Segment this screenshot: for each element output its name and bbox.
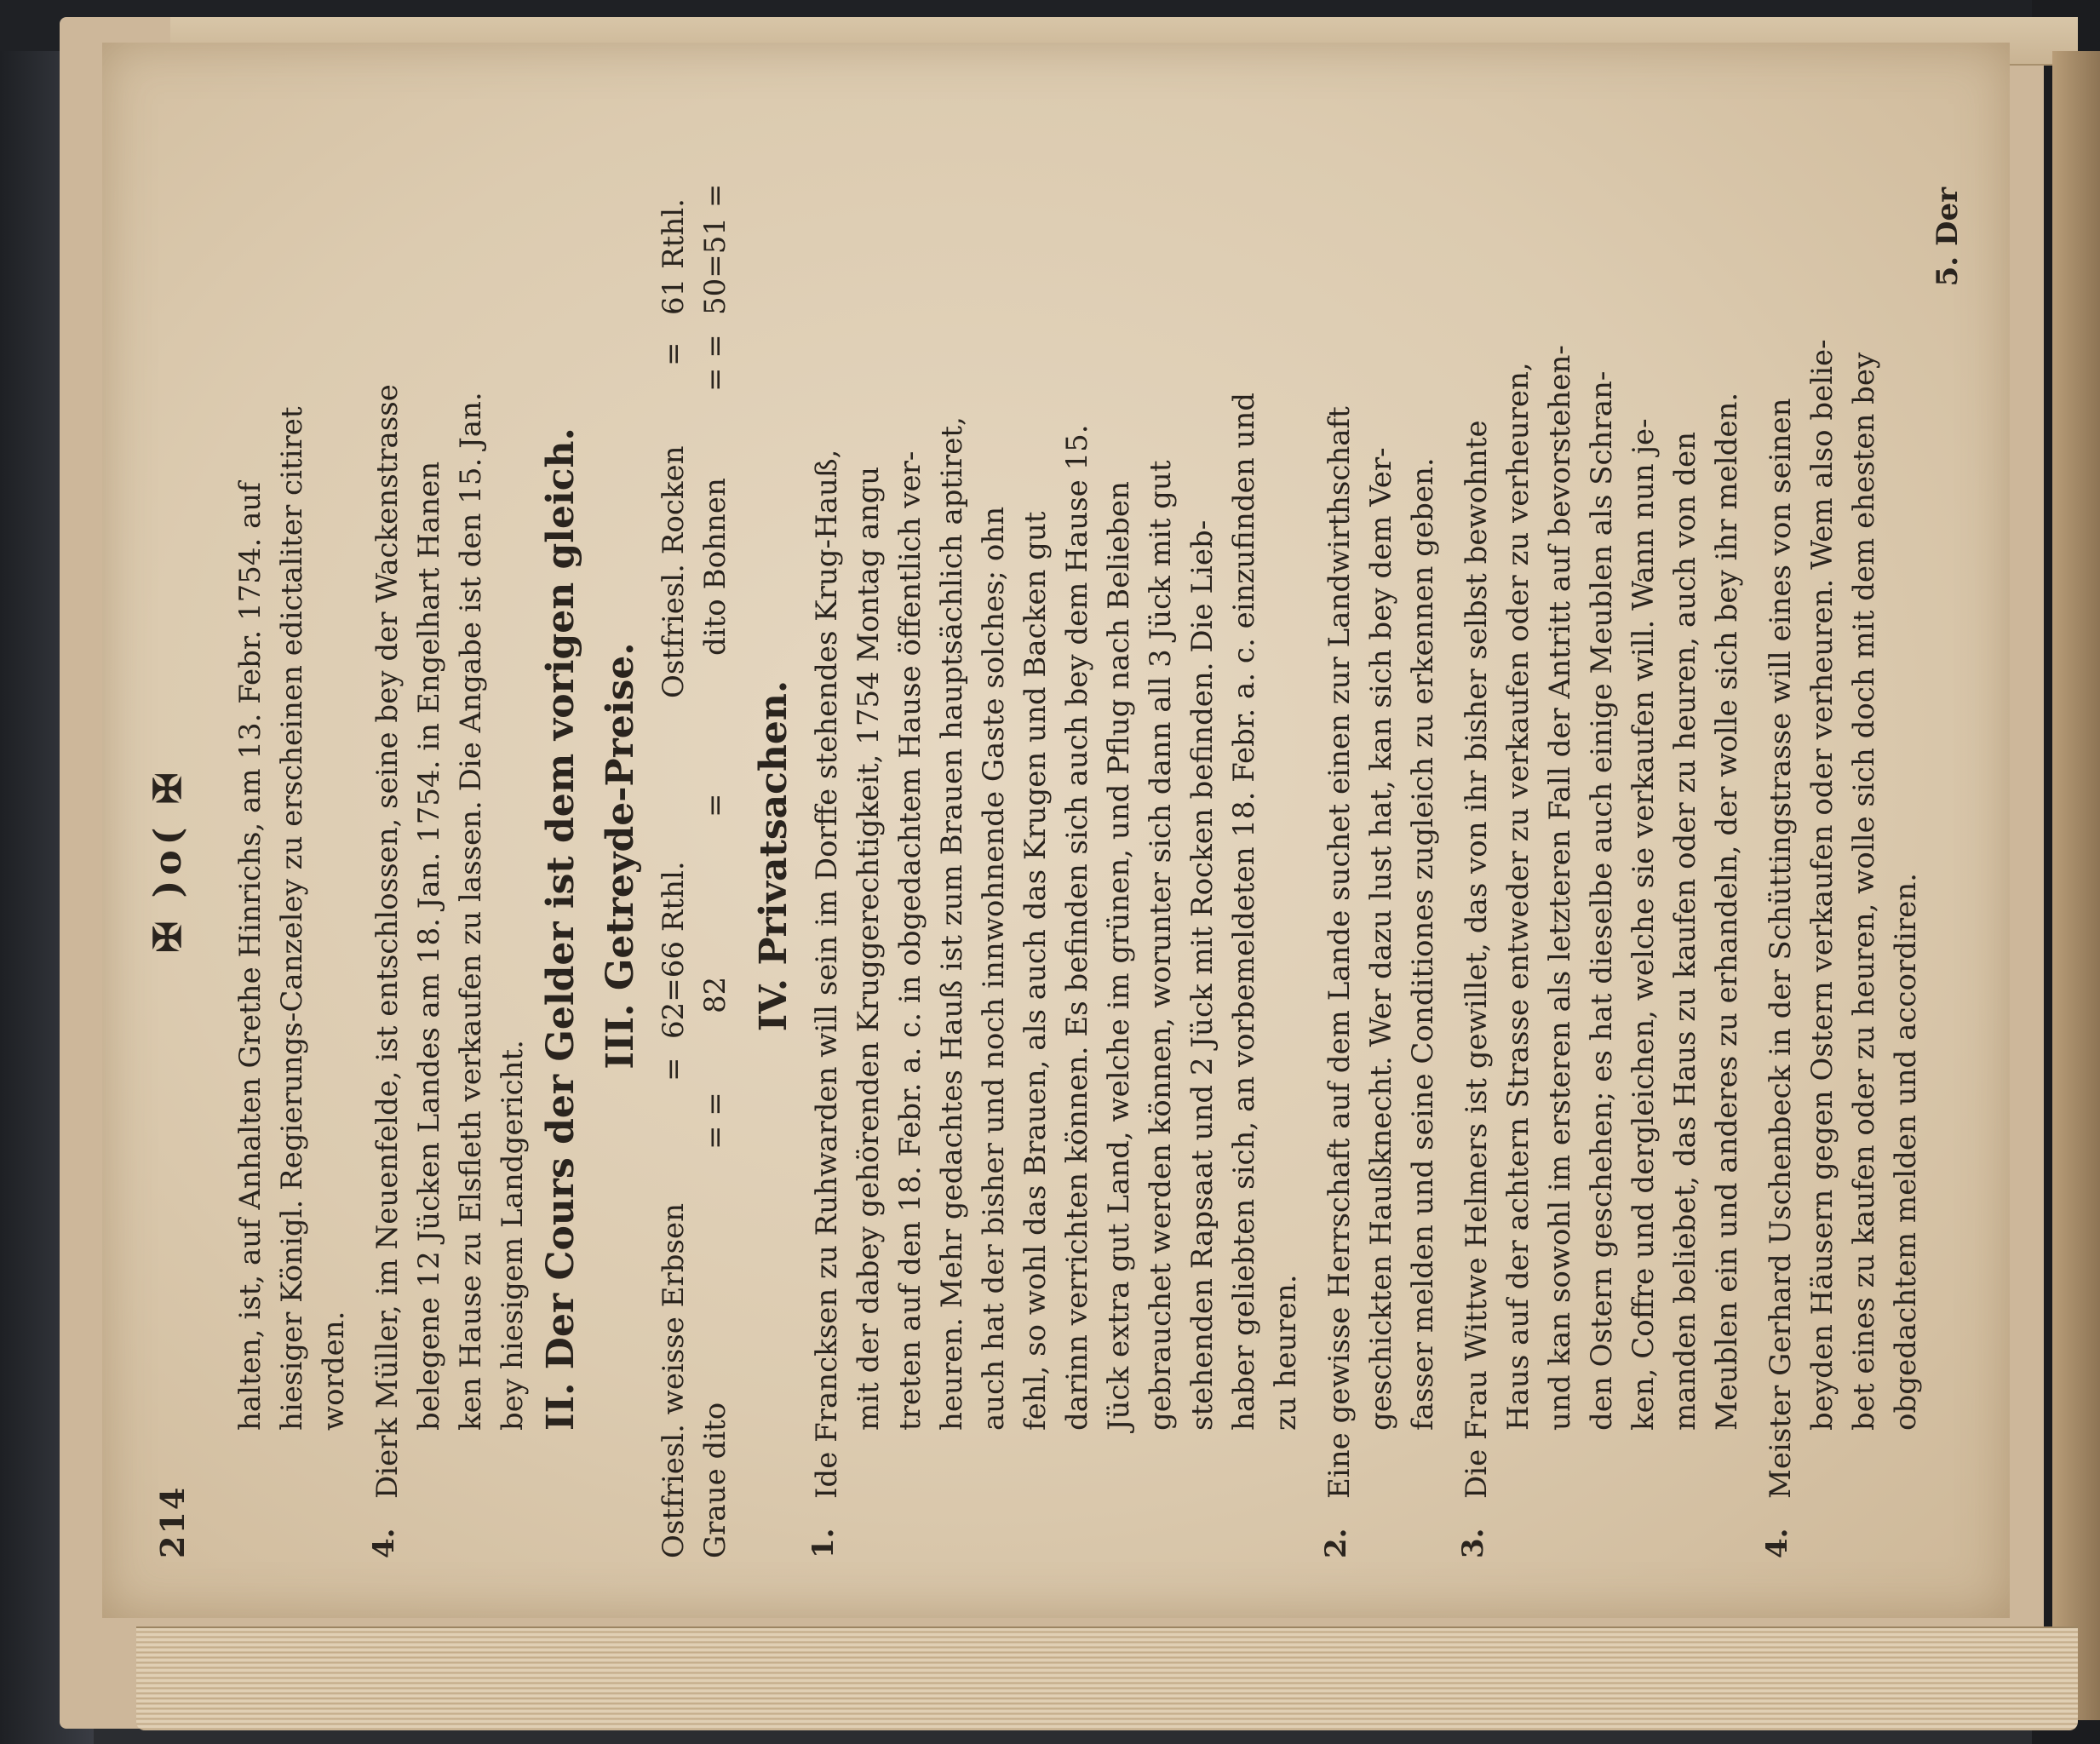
text-line: worden. [317,1311,351,1431]
text-line: Die Frau Wittwe Helmers ist gewillet, das von ihr bisher selbst bewohnte [1460,420,1494,1499]
entry-2-herrschaft [1319,153,1444,1558]
text-line: mit der dabey gehörenden Kruggerechtigkeit, 1754 Montag angu [852,466,886,1431]
price-label: Ostfriesl. weisse Erbsen [657,1203,691,1558]
book-page [102,43,2010,1618]
text-line: bet eines zu kaufen oder zu heuren, wolle sich doch mit dem ehesten bey [1847,352,1881,1431]
text-line: darinn verrichten können. Es befinden sich auch bey dem Hause 15. [1060,424,1094,1431]
text-line: treten auf den 18. Febr. a. c. in obgedachtem Hause öffentlich ver- [893,450,927,1431]
section-heading-ii: II. Der Cours der Gelder ist dem vorigen gleich. [539,427,582,1431]
text-line: geschickten Haußknecht. Wer dazu lust hat, kan sich bey dem Ver- [1364,447,1398,1431]
price-mark: = [657,341,691,366]
page-body [230,153,1969,1558]
text-line: Haus auf der achtern Strasse entweder zu verkaufen oder zu verheuren, [1501,362,1535,1431]
text-line: Meister Gerhard Uschenbeck in der Schüttingstrasse will eines von seinen [1764,398,1798,1499]
text-line: Eine gewisse Herrschaft auf dem Lande suchet einen zur Landwirthschaft [1323,406,1357,1499]
text-line: fasser melden und seine Conditiones zugleich zu erkennen geben. [1406,457,1440,1431]
entry-number: 1. [806,1528,841,1558]
text-line: ken Hause zu Elsfleth verkaufen zu lassen. Die Angabe ist den 15. Jan. [454,392,488,1431]
text-line: auch hat der bisher und noch innwohnende Gaste solches; ohn [977,506,1011,1431]
price-value: 82 [698,976,732,1013]
page-stack-edges [136,1626,2078,1730]
text-line: obgedachtem melden und accordiren. [1889,873,1923,1431]
entry-1-francksen [806,153,1307,1558]
text-line: Meublen ein und anderes zu erhandeln, der wolle sich bey ihr melden. [1710,392,1744,1431]
entry-number: 4. [367,1528,401,1558]
text-line: Ide Francksen zu Ruhwarden will sein im Dorffe stehendes Krug-Hauß, [810,449,844,1499]
text-line: gebrauchet werden können, worunter sich dann all 3 Jück mit gut [1144,460,1178,1431]
grain-prices-table [653,153,738,1558]
price-value: 61 Rthl. [657,198,691,315]
text-line: heuren. Mehr gedachtes Hauß ist zum Brauen hauptsächlich aptiret, [935,416,969,1431]
page-text-rotated [136,136,1965,1584]
entry-4-uschenbeck [1760,153,1927,1558]
entry-number: 4. [1760,1528,1794,1558]
text-line: fehl, so wohl das Brauen, als auch das Krugen und Backen gut [1018,511,1053,1431]
text-line: und kan sowohl im ersteren als letzteren Fall der Antritt auf bevorstehen- [1543,345,1577,1431]
entry-number: 3. [1456,1528,1490,1558]
running-head: ✠ )o( ✠ [146,767,190,953]
price-mark: = = [698,334,732,392]
text-line: beyden Häusern gegen Ostern verkaufen oder verheuren. Wem also belie- [1805,339,1839,1431]
entry-number: 2. [1319,1528,1353,1558]
price-label: dito Bohnen [698,478,732,656]
price-mark: = = [698,1092,732,1150]
price-mark: = [698,793,732,818]
catchword: 5. Der [1931,187,1965,287]
text-line: den Ostern geschehen; es hat dieselbe auch einige Meublen als Schran- [1585,370,1619,1431]
price-value: 62=66 Rthl. [657,861,691,1039]
text-line: belegene 12 Jücken Landes am 18. Jan. 1754. in Engelhart Hanen [412,461,446,1431]
text-line: zu heuren. [1269,1274,1303,1431]
text-line: Jück extra gut Land, welche im grünen, und Pflug nach Belieben [1102,481,1136,1431]
text-line: hiesiger Königl. Regierungs-Canzeley zu erscheinen edictaliter citiret [275,406,309,1431]
price-value: 50=51 = [698,183,732,315]
continued-entry [230,153,355,1558]
price-mark: = [657,1057,691,1081]
text-line: haber geliebten sich, an vorbemeldeten 18. Febr. a. c. einzufinden und [1227,392,1261,1431]
text-line: manden beliebet, das Haus zu kaufen oder zu heuren, auch von den [1668,432,1702,1431]
price-label: Graue dito [698,1402,732,1558]
entry-4-mueller [367,153,534,1558]
page-number: 214 [153,1485,192,1558]
price-label: Ostfriesl. Rocken [657,445,691,698]
text-line: Dierk Müller, im Neuenfelde, ist entschlossen, seine bey der Wackenstrasse [370,384,405,1499]
section-heading-iv: IV. Privatsachen. [752,680,795,1032]
entry-3-helmers [1456,153,1748,1558]
text-line: halten, ist, auf Anhalten Grethe Hinrichs, am 13. Febr. 1754. auf [233,482,267,1431]
section-heading-iii: III. Getreyde-Preise. [599,642,642,1070]
page-header [136,136,204,1584]
text-line: ken, Coffre und dergleichen, welche sie verkaufen will. Wann nun je- [1627,418,1661,1431]
book-fore-edge [2052,51,2100,1720]
text-line: bey hiesigem Landgericht. [496,1040,530,1431]
text-line: stehenden Rapsaat und 2 Jück mit Rocken befinden. Die Lieb- [1185,519,1219,1431]
